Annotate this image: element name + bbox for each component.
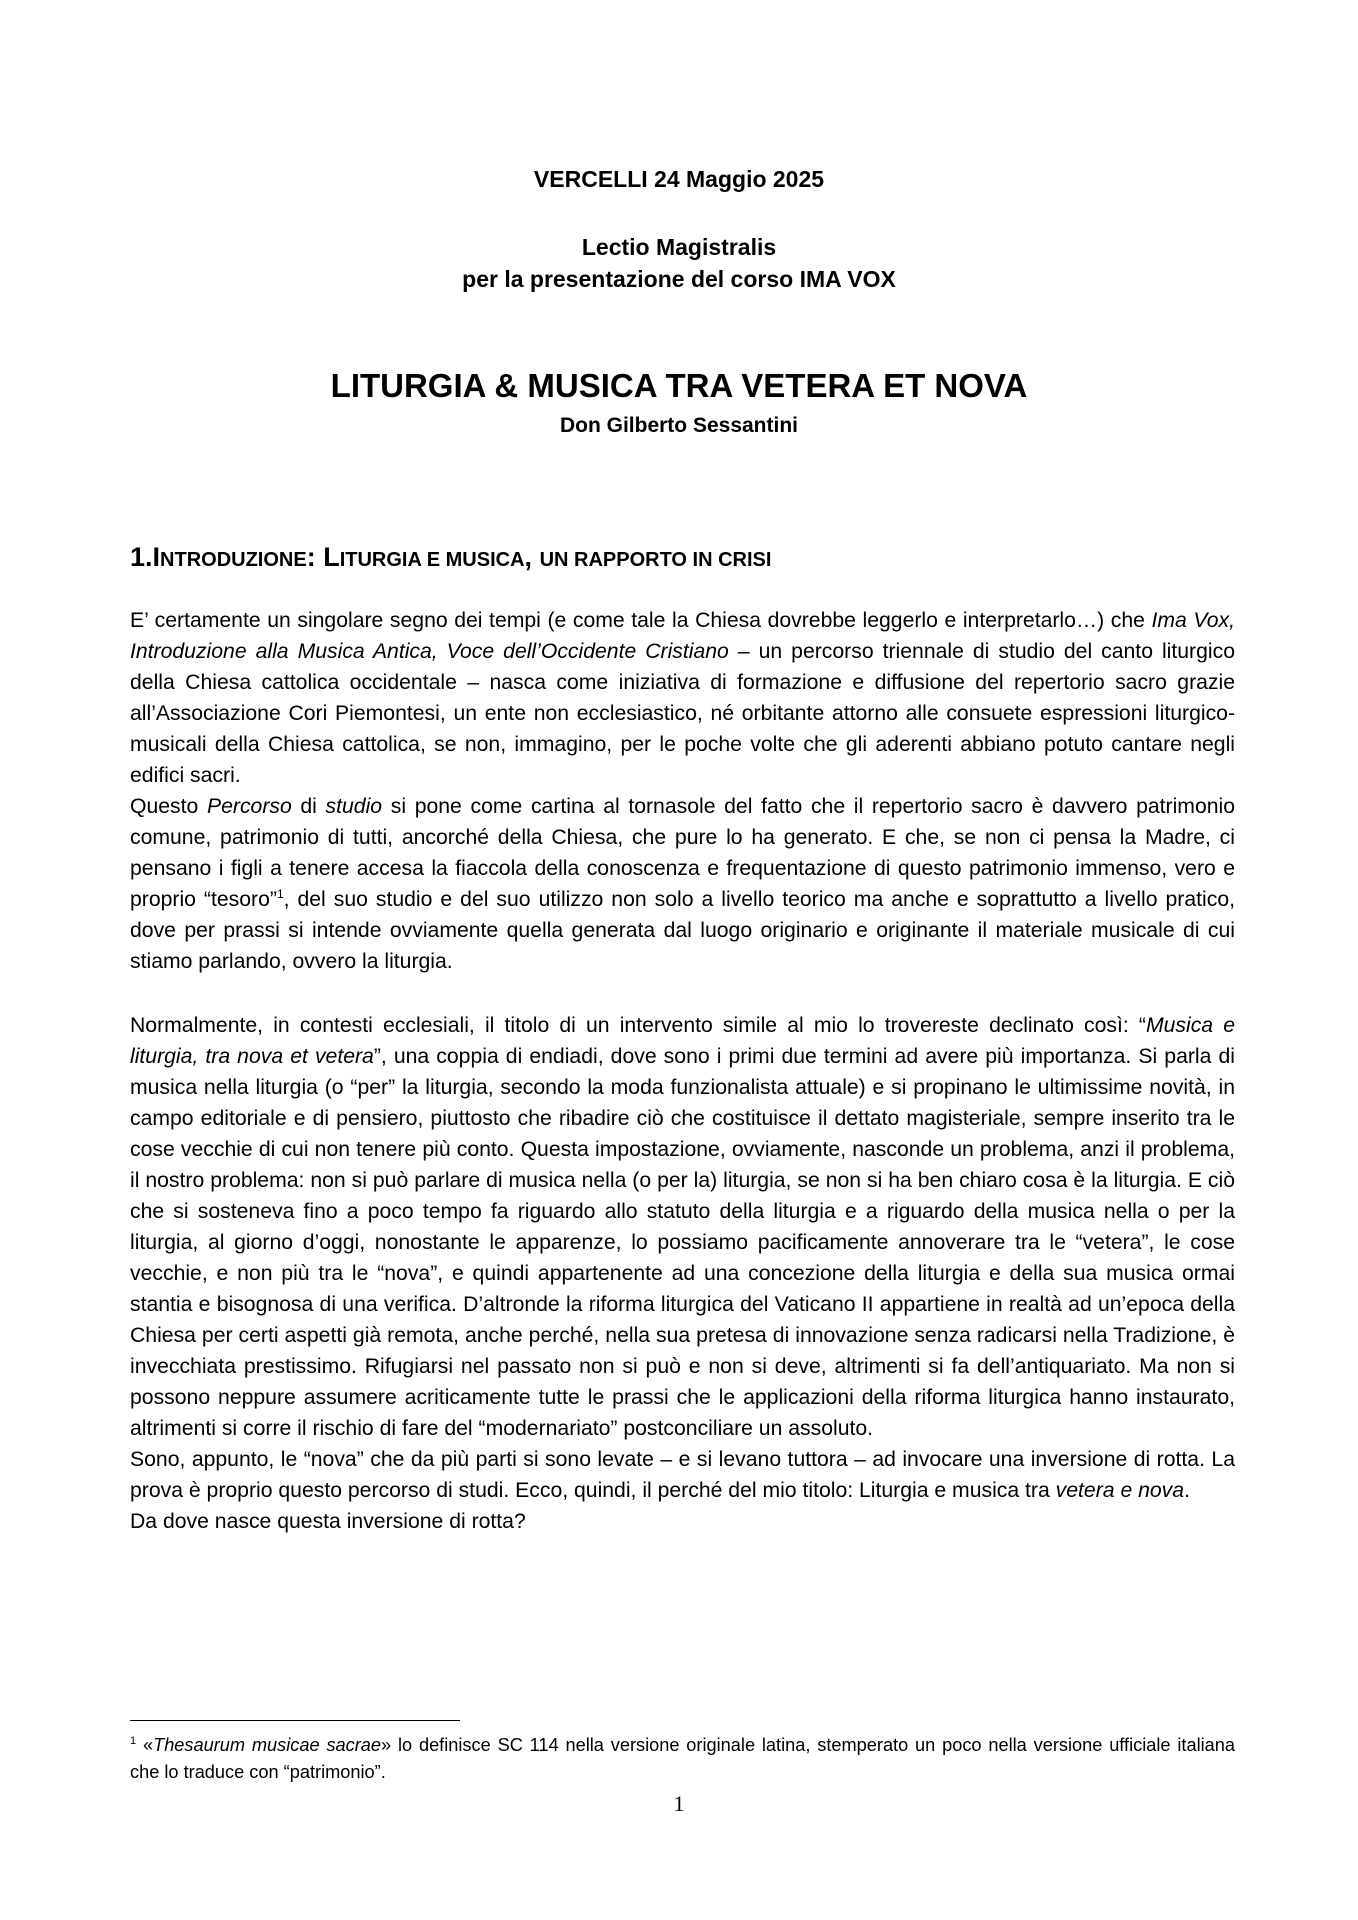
page-number: 1 xyxy=(673,1791,685,1816)
footnote-text xyxy=(130,1735,1235,1782)
section-title-part: I xyxy=(152,542,161,572)
text-run: » lo definisce SC 114 nella versione originale latina, stemperato un poco nella versione ufficiale italiana che lo traduce con “patrimonio”. xyxy=(130,1735,1235,1782)
italic-text: Musica e liturgia, tra nova et vetera xyxy=(130,1014,1235,1068)
footnote xyxy=(130,1732,1235,1786)
paragraph xyxy=(130,1010,1235,1444)
footnote-separator xyxy=(130,1720,460,1721)
text-run: , del suo studio e del suo utilizzo non solo a livello teorico ma anche e soprattutto a livello pratico, dove per prassi si intende ovviamente quella generata dal luogo originario e originante il materiale musicale di cui stiamo parlando, ovvero la liturgia. xyxy=(130,888,1235,973)
footnote-marker: 1 xyxy=(130,1735,137,1747)
italic-text: studio xyxy=(325,795,383,818)
italic-text: Thesaurum musicae sacrae xyxy=(153,1735,382,1755)
document-title: LITURGIA & MUSICA TRA VETERA ET NOVA xyxy=(330,367,1028,404)
section-title xyxy=(153,542,772,572)
section-title-part: NTRODUZIONE xyxy=(160,549,307,571)
section-title-part: : L xyxy=(306,542,340,572)
paragraph xyxy=(130,605,1235,791)
section-title-part: UN RAPPORTO IN CRISI xyxy=(539,549,772,571)
text-run: ”, una coppia di endiadi, dove sono i primi due termini ad avere più importanza. Si parla di musica nella liturgia (o “per” la liturgia, secondo la moda funzionalista attuale) e si propinano le ultimissime novità, in campo editoriale e di pensiero, piuttosto che ribadire ciò che costituisce il dettato magisteriale, sempre inserito tra le cose vecchie di cui non tenere più conto. Questa impostazione, ovviamente, nasconde un problema, anzi il problema, il nostro problema: non si può parlare di musica nella (o per la) liturgia, se non si ha ben chiaro cosa è la liturgia. E ciò che si sosteneva fino a poco tempo fa riguardo allo statuto della liturgia e a riguardo della musica nella o per la liturgia, al giorno d’oggi, nonostante le apparenze, lo possiamo pacificamente annoverare tra le “vetera”, le cose vecchie, e non più tra le “nova”, e quindi appartenente ad una concezione della liturgia e della sua musica ormai stantia e bisognosa di una verifica. D’altronde la riforma liturgica del Vaticano II appartiene in realtà ad un’epoca della Chiesa per certi aspetti già remota, anche perché, nella sua pretesa di innovazione senza radicarsi nella Tradizione, è invecchiata prestissimo. Rifugiarsi nel passato non si può e non si deve, altrimenti si fa dell’antiquariato. Ma non si possono neppure assumere acriticamente tutte le prassi che le applicazioni della riforma liturgica hanno instaurato, altrimenti si corre il rischio di fare del “modernariato” postconciliare un assoluto. xyxy=(130,1045,1235,1440)
italic-text: Percorso xyxy=(206,795,292,818)
italic-text: Ima Vox, Introduzione alla Musica Antica, Voce dell’Occidente Cristiano xyxy=(130,609,1235,663)
text-run: – un percorso triennale di studio del canto liturgico della Chiesa cattolica occidentale – nasca come iniziativa di formazione e diffusione del repertorio sacro grazie all’Associazione Cori Piemontesi, un ente non ecclesiastico, né orbitante attorno alle consuete espressioni liturgico-musicali della Chiesa cattolica, se non, immagino, per le poche volte che gli aderenti abbiano potuto cantare negli edifici sacri. xyxy=(130,640,1235,787)
text-run: Da dove nasce questa inversione di rotta? xyxy=(130,1510,526,1533)
lectio-heading: Lectio Magistralis xyxy=(581,234,777,260)
section-title-part: ITURGIA E MUSICA xyxy=(339,549,525,571)
section-number: 1. xyxy=(130,542,153,572)
body-text-block-2 xyxy=(130,1010,1235,1537)
date-line: VERCELLI 24 Maggio 2025 xyxy=(533,166,825,192)
text-run: di xyxy=(291,795,326,818)
presentation-subheading: per la presentazione del corso IMA VOX xyxy=(462,266,896,292)
paragraph xyxy=(130,1506,1235,1537)
paragraph xyxy=(130,1444,1235,1506)
author-name: Don Gilberto Sessantini xyxy=(559,414,799,437)
section-title-part: , xyxy=(524,542,540,572)
text-run: . xyxy=(1184,1479,1190,1502)
text-run: Questo xyxy=(130,795,207,818)
section-heading xyxy=(130,539,771,578)
text-run: si pone come cartina al tornasole del fatto che il repertorio sacro è davvero patrimonio comune, patrimonio di tutti, ancorché della Chiesa, che pure lo ha generato. E che, se non ci pensa la Madre, ci pensano i figli a tenere accesa la fiaccola della conoscenza e frequentazione di questo patrimonio immenso, vero e proprio “tesoro” xyxy=(130,795,1236,911)
text-run: Sono, appunto, le “nova” che da più parti si sono levate – e si levano tuttora – ad invocare una inversione di rotta. La prova è proprio questo percorso di studi. Ecco, quindi, il perché del mio titolo: Liturgia e musica tra xyxy=(130,1448,1235,1502)
italic-text: vetera e nova xyxy=(1055,1479,1185,1502)
text-run: « xyxy=(136,1735,154,1755)
text-run: E’ certamente un singolare segno dei tempi (e come tale la Chiesa dovrebbe leggerlo e interpretarlo…) che xyxy=(130,609,1152,632)
paragraph xyxy=(130,791,1235,977)
body-text-block-1 xyxy=(130,605,1235,977)
text-run: Normalmente, in contesti ecclesiali, il titolo di un intervento simile al mio lo trovereste declinato così: “ xyxy=(130,1014,1146,1037)
footnote-reference: 1 xyxy=(276,887,284,901)
